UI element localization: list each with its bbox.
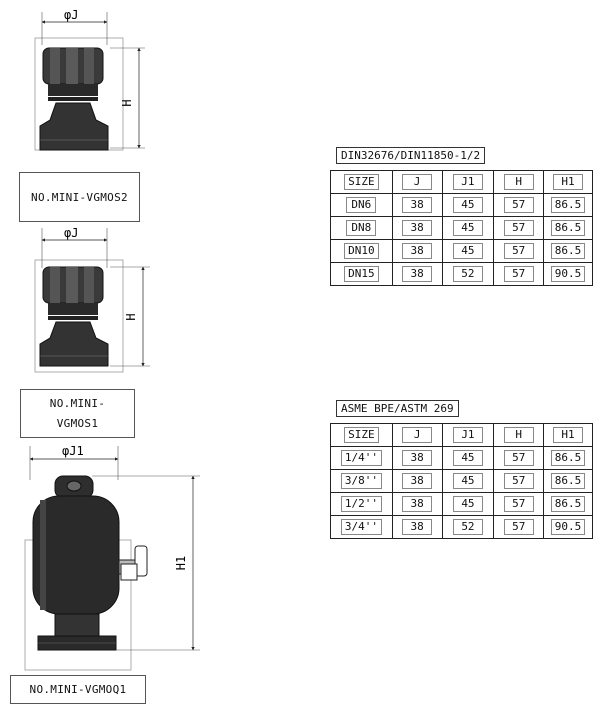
header-cell: H — [494, 171, 544, 194]
table-cell: 45 — [442, 447, 494, 470]
model-caption-text-2b: VGMOS1 — [56, 416, 99, 430]
table-cell: 90.5 — [544, 263, 593, 286]
table-cell: 45 — [442, 493, 494, 516]
table-row — [331, 194, 593, 217]
table-header-row — [331, 171, 593, 194]
table-cell: 38 — [392, 516, 442, 539]
header-cell: J — [392, 424, 442, 447]
table-cell: 38 — [392, 263, 442, 286]
table-cell: 57 — [494, 493, 544, 516]
model-caption-vgmos2 — [19, 172, 140, 222]
valve-figure-3 — [25, 444, 200, 670]
table-cell: 86.5 — [544, 493, 593, 516]
header-cell: J1 — [442, 171, 494, 194]
table-cell: 86.5 — [544, 240, 593, 263]
dim-h-label-1: H — [120, 99, 134, 107]
table-cell: 45 — [442, 470, 494, 493]
table-cell: DN15 — [331, 263, 393, 286]
standard-label-asme: ASME BPE/ASTM 269 — [336, 400, 459, 417]
table-cell: 86.5 — [544, 194, 593, 217]
valve-figure-2 — [35, 226, 150, 372]
table-cell: 1/4'' — [331, 447, 393, 470]
table-cell: 57 — [494, 447, 544, 470]
table-cell: DN8 — [331, 217, 393, 240]
table-cell: 38 — [392, 493, 442, 516]
table-cell: 57 — [494, 516, 544, 539]
table-header-row — [331, 424, 593, 447]
table-cell: 52 — [442, 516, 494, 539]
table-cell: 57 — [494, 194, 544, 217]
spec-table-asme — [330, 423, 593, 539]
table-cell: 45 — [442, 240, 494, 263]
table-cell: 57 — [494, 470, 544, 493]
header-cell: H1 — [544, 171, 593, 194]
dim-h1-label: H1 — [174, 555, 188, 571]
dim-j-label-2: φJ — [64, 226, 79, 240]
table-row — [331, 493, 593, 516]
table-cell: 57 — [494, 263, 544, 286]
table-cell: DN6 — [331, 194, 393, 217]
table-cell: 3/4'' — [331, 516, 393, 539]
table-cell: 38 — [392, 470, 442, 493]
dim-j-label-1: φJ — [64, 8, 79, 22]
header-cell: H — [494, 424, 544, 447]
model-caption-text-2a: NO.MINI- — [49, 396, 106, 410]
table-cell: 45 — [442, 194, 494, 217]
valve-figure-1 — [35, 8, 145, 150]
table-cell: 38 — [392, 447, 442, 470]
model-caption-text-3: NO.MINI-VGMOQ1 — [29, 683, 127, 696]
table-cell: 38 — [392, 217, 442, 240]
header-cell: SIZE — [331, 171, 393, 194]
table-cell: 86.5 — [544, 470, 593, 493]
header-cell: H1 — [544, 424, 593, 447]
table-cell: 38 — [392, 194, 442, 217]
model-caption-vgmoq1 — [10, 675, 146, 704]
table-cell: 86.5 — [544, 447, 593, 470]
spec-table-din — [330, 170, 593, 286]
dim-h-label-2: H — [124, 313, 138, 321]
model-caption-vgmos1 — [20, 389, 135, 438]
model-caption-text-1: NO.MINI-VGMOS2 — [31, 190, 128, 204]
table-cell: 90.5 — [544, 516, 593, 539]
table-cell: 86.5 — [544, 217, 593, 240]
table-row — [331, 447, 593, 470]
table-cell: 52 — [442, 263, 494, 286]
standard-label-din: DIN32676/DIN11850-1/2 — [336, 147, 485, 164]
table-row — [331, 217, 593, 240]
table-cell: 45 — [442, 217, 494, 240]
table-row — [331, 516, 593, 539]
table-cell: 57 — [494, 217, 544, 240]
table-cell: 1/2'' — [331, 493, 393, 516]
table-row — [331, 470, 593, 493]
table-cell: 38 — [392, 240, 442, 263]
header-cell: J1 — [442, 424, 494, 447]
header-cell: SIZE — [331, 424, 393, 447]
table-row — [331, 240, 593, 263]
table-row — [331, 263, 593, 286]
header-cell: J — [392, 171, 442, 194]
table-cell: 57 — [494, 240, 544, 263]
table-cell: 3/8'' — [331, 470, 393, 493]
dim-j1-label: φJ1 — [62, 444, 84, 458]
table-cell: DN10 — [331, 240, 393, 263]
